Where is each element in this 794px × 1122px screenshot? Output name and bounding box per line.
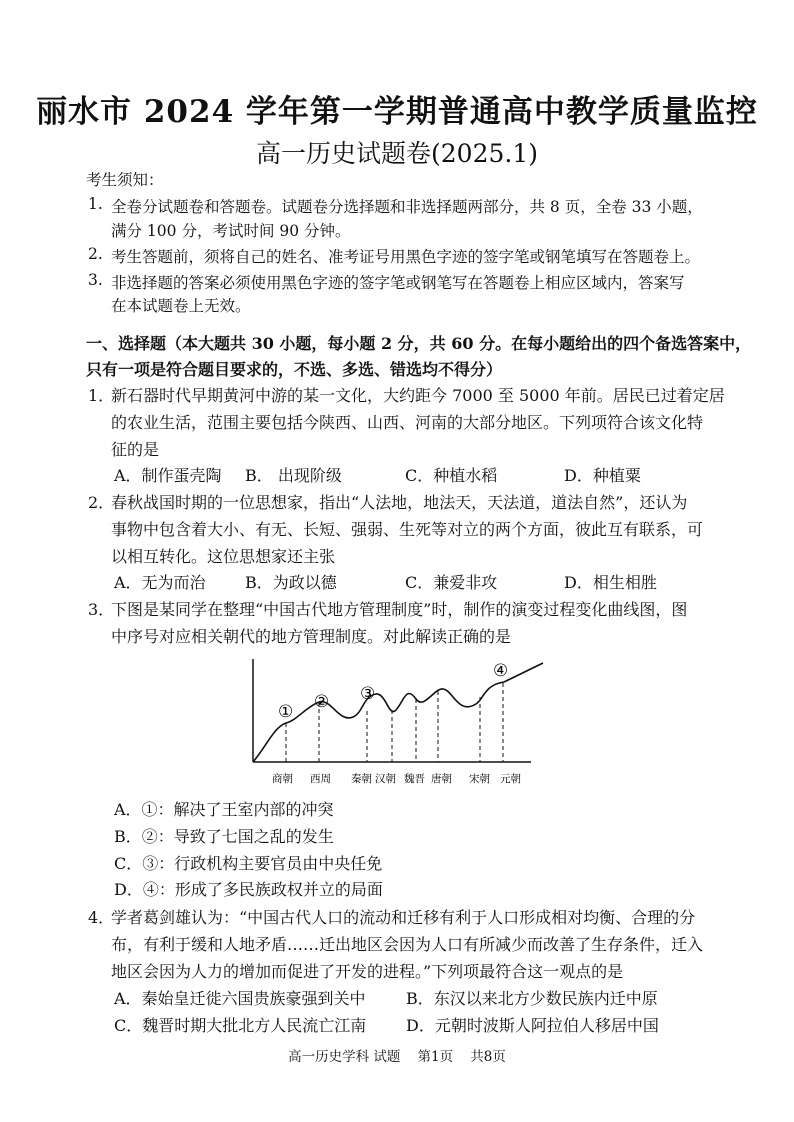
question-number: 2． — [88, 493, 115, 512]
dynasty-label: 秦朝 — [351, 773, 372, 785]
answer-option: B． 出现阶级 — [245, 466, 342, 485]
answer-option: C．兼爱非攻 — [405, 573, 498, 592]
dynasty-label: 商朝 — [272, 773, 293, 785]
answer-option: B．为政以德 — [245, 573, 337, 592]
answer-option: D．元朝时波斯人阿拉伯人移居中国 — [406, 1016, 659, 1035]
answer-option: B．②：导致了七国之乱的发生 — [114, 827, 334, 846]
dynasty-label: 西周 — [310, 773, 331, 785]
answer-option: D．④：形成了多民族政权并立的局面 — [114, 880, 383, 899]
marker-1: ① — [278, 702, 294, 722]
answer-option: A．制作蛋壳陶 — [114, 466, 222, 485]
question-number: 3． — [88, 600, 115, 619]
answer-option: A．①：解决了王室内部的冲突 — [114, 800, 334, 819]
question-text: 征的是 — [111, 440, 160, 459]
notice-item-text: 非选择题的答案必须使用黑色字迹的签字笔或钢笔写在答题卷上相应区域内，答案写 — [111, 274, 685, 292]
answer-option: D．相生相胜 — [564, 573, 657, 592]
page-title: 丽水市 2024 学年第一学期普通高中教学质量监控 — [36, 94, 758, 130]
answer-option: C．③：行政机构主要官员由中央任免 — [114, 854, 383, 873]
question-text: 地区会因为人力的增加而促进了开发的进程。”下列项最符合这一观点的是 — [111, 962, 624, 981]
notice-item-number: 1. — [88, 195, 103, 213]
page-subtitle: 高一历史试题卷(2025.1) — [256, 139, 538, 168]
notice-item-number: 3. — [88, 271, 103, 289]
answer-option: A．无为而治 — [114, 573, 206, 592]
page-footer: 高一历史学科 试题 第1页 共8页 — [288, 1049, 506, 1065]
question-text: 以相互转化。这位思想家还主张 — [111, 547, 336, 566]
marker-4: ④ — [493, 661, 509, 681]
question-text: 事物中包含着大小、有无、长短、强弱、生死等对立的两个方面，彼此互有联系，可 — [111, 520, 704, 539]
notice-item-text: 满分 100 分，考试时间 90 分钟。 — [111, 222, 351, 240]
question-text: 新石器时代早期黄河中游的某一文化，大约距今 7000 至 5000 年前。居民已过着定居 — [111, 386, 725, 405]
notice-item-text: 在本试题卷上无效。 — [111, 297, 251, 315]
dynasty-label: 宋朝 — [469, 773, 490, 785]
dynasty-label: 唐朝 — [431, 773, 452, 785]
local-administration-curve-figure — [236, 655, 556, 790]
question-number: 4． — [88, 908, 115, 927]
notice-item-text: 考生答题前，须将自己的姓名、准考证号用黑色字迹的签字笔或钢笔填写在答题卷上。 — [111, 248, 701, 266]
question-text: 下图是某同学在整理“中国古代地方管理制度”时，制作的演变过程变化曲线图，图 — [111, 600, 688, 619]
notice-item-number: 2. — [88, 245, 103, 263]
marker-3: ③ — [360, 684, 376, 704]
marker-2: ② — [314, 692, 330, 712]
question-text: 中序号对应相关朝代的地方管理制度。对此解读正确的是 — [111, 627, 512, 646]
answer-option: D．种植粟 — [564, 466, 641, 485]
dynasty-label: 魏晋 — [404, 773, 425, 785]
notice-heading: 考生须知： — [86, 171, 164, 189]
notice-item-text: 全卷分试题卷和答题卷。试题卷分选择题和非选择题两部分，共 8 页，全卷 33 小题， — [111, 198, 703, 216]
question-text: 布，有利于缓和人地矛盾……迁出地区会因为人口有所减少而改善了生存条件，迁入 — [111, 935, 704, 954]
question-number: 1． — [88, 386, 115, 405]
answer-option: C．种植水稻 — [405, 466, 498, 485]
question-text: 的农业生活，范围主要包括今陕西、山西、河南的大部分地区。下列项符合该文化特 — [111, 413, 704, 432]
answer-option: B．东汉以来北方少数民族内迁中原 — [406, 989, 658, 1008]
question-text: 学者葛剑雄认为：“中国古代人口的流动和迁移有利于人口形成相对均衡、合理的分 — [111, 908, 696, 927]
question-text: 春秋战国时期的一位思想家，指出“人法地，地法天，天法道，道法自然”，还认为 — [111, 493, 688, 512]
section-heading: 只有一项是符合题目要求的，不选、多选、错选均不得分） — [86, 360, 503, 379]
answer-option: A．秦始皇迁徙六国贵族豪强到关中 — [114, 989, 366, 1008]
dynasty-label: 元朝 — [500, 773, 521, 785]
dynasty-label: 汉朝 — [375, 773, 396, 785]
answer-option: C．魏晋时期大批北方人民流亡江南 — [114, 1016, 367, 1035]
section-heading: 一、选择题（本大题共 30 小题，每小题 2 分，共 60 分。在每小题给出的四个备选答案中， — [86, 334, 752, 353]
